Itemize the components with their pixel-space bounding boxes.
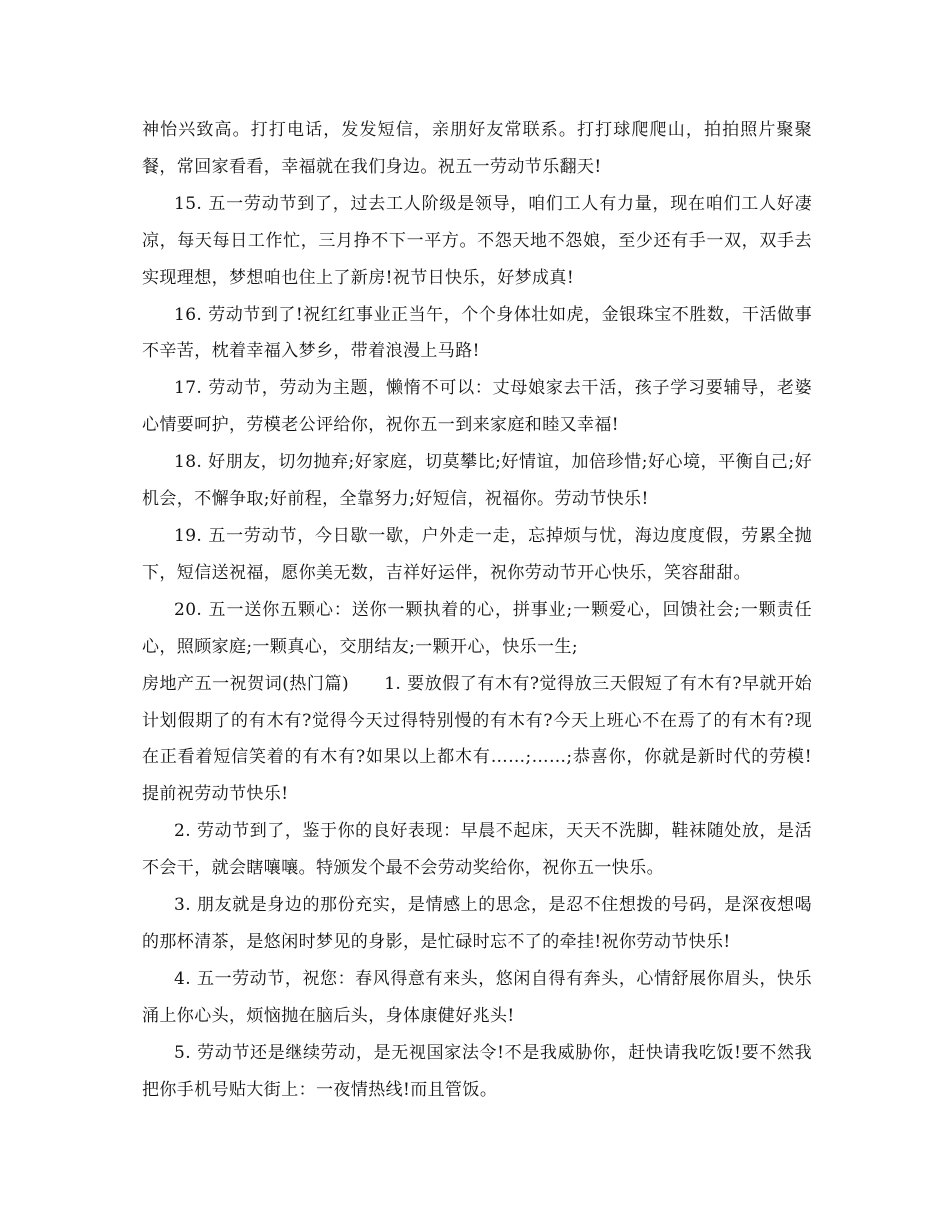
paragraph: 3. 朋友就是身边的那份充实，是情感上的思念，是忍不住想拨的号码，是深夜想喝的那杯清茶，是悠闲时梦见的身影，是忙碌时忘不了的牵挂!祝你劳动节快乐!	[142, 895, 812, 952]
paragraph: 20. 五一送你五颗心：送你一颗执着的心，拼事业;一颗爱心，回馈社会;一颗责任心，照顾家庭;一颗真心，交朋结友;一颗开心，快乐一生;	[142, 599, 812, 657]
paragraph: 17. 劳动节，劳动为主题，懒惰不可以：丈母娘家去干活，孩子学习要辅导，老婆心情要呵护，劳模老公评给你，祝你五一到来家庭和睦又幸福!	[142, 378, 812, 436]
paragraph: 4. 五一劳动节，祝您：春风得意有来头，悠闲自得有奔头，心情舒展你眉头，快乐涌上你心头，烦恼抛在脑后头，身体康健好兆头!	[142, 968, 812, 1026]
paragraph: 16. 劳动节到了!祝红红事业正当午，个个身体壮如虎，金银珠宝不胜数，干活做事不辛苦，枕着幸福入梦乡，带着浪漫上马路!	[142, 304, 812, 362]
section-heading-paragraph: 房地产五一祝贺词(热门篇) 1. 要放假了有木有?觉得放三天假短了有木有?早就开始计划假期了的有木有?觉得今天过得特别慢的有木有?今天上班心不在焉了的有木有?现在正看着短信笑着的有木有?如果以上都木有……;……;恭喜你，你就是新时代的劳模!提前祝劳动节快乐!	[142, 673, 812, 805]
paragraph: 19. 五一劳动节，今日歇一歇，户外走一走，忘掉烦与忧，海边度度假，劳累全抛下，短信送祝福，愿你美无数，吉祥好运伴，祝你劳动节开心快乐，笑容甜甜。	[142, 525, 812, 583]
document-body	[142, 112, 812, 1108]
paragraph: 18. 好朋友，切勿抛弃;好家庭，切莫攀比;好情谊，加倍珍惜;好心境，平衡自己;好机会，不懈争取;好前程，全靠努力;好短信，祝福你。劳动节快乐!	[142, 452, 812, 510]
paragraph: 2. 劳动节到了，鉴于你的良好表现：早晨不起床，天天不洗脚，鞋袜随处放，是活不会干，就会瞎嚷嚷。特颁发个最不会劳动奖给你，祝你五一快乐。	[142, 821, 812, 879]
paragraph: 15. 五一劳动节到了，过去工人阶级是领导，咱们工人有力量，现在咱们工人好凄凉，每天每日工作忙，三月挣不下一平方。不怨天地不怨娘，至少还有手一双，双手去实现理想，梦想咱也住上了新房!祝节日快乐，好梦成真!	[142, 193, 812, 288]
paragraph: 5. 劳动节还是继续劳动，是无视国家法令!不是我威胁你，赶快请我吃饭!要不然我把你手机号贴大街上：一夜情热线!而且管饭。	[142, 1042, 812, 1100]
paragraph: 神怡兴致高。打打电话，发发短信，亲朋好友常联系。打打球爬爬山，拍拍照片聚聚餐，常回家看看，幸福就在我们身边。祝五一劳动节乐翻天!	[142, 120, 812, 177]
